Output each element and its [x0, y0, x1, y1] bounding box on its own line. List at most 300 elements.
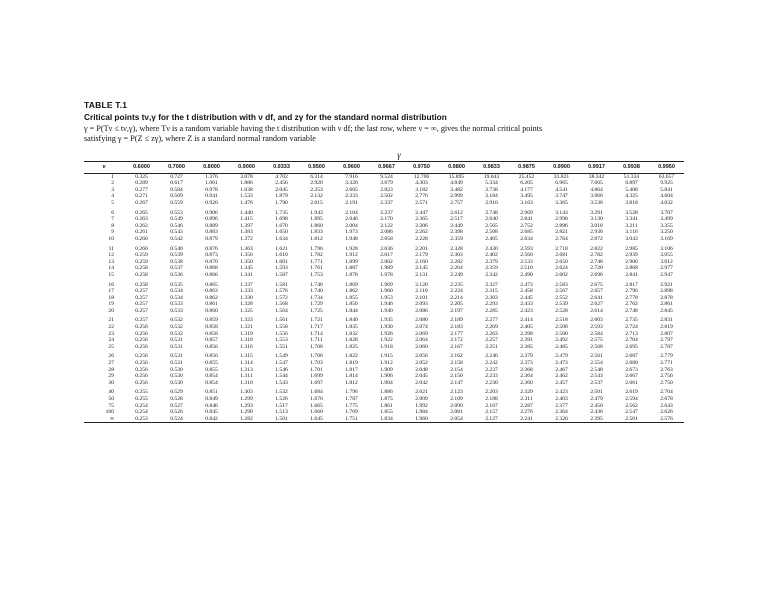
critical-value-cell: 1.345 — [240, 265, 253, 272]
critical-value-cell: 0.531 — [170, 343, 183, 350]
critical-value-cell: 3.355 — [660, 222, 673, 229]
critical-value-cell: 1.992 — [415, 402, 428, 409]
critical-value-cell: 1.796 — [345, 389, 358, 396]
critical-value-cell: 1.899 — [345, 258, 358, 265]
critical-value-cell: 2.064 — [415, 337, 428, 344]
critical-value-cell: 1.850 — [345, 301, 358, 308]
critical-value-cell: 2.936 — [590, 229, 603, 236]
critical-value-cell: 2.251 — [485, 343, 498, 350]
critical-value-cell: 0.873 — [205, 252, 218, 259]
critical-value-cell: 0.533 — [170, 307, 183, 314]
critical-value-cell: 2.764 — [555, 235, 568, 242]
table-row — [84, 353, 684, 360]
critical-value-cell: 1.948 — [345, 235, 358, 242]
critical-value-cell: 1.330 — [240, 294, 253, 301]
critical-value-cell: 0.845 — [205, 409, 218, 416]
critical-value-cell: 0.262 — [135, 222, 148, 229]
critical-value-cell: 3.184 — [485, 193, 498, 200]
critical-value-cell: 0.920 — [205, 199, 218, 206]
critical-value-cell: 2.872 — [590, 235, 603, 242]
critical-value-cell: 3.707 — [660, 209, 673, 216]
critical-value-cell: 2.293 — [485, 301, 498, 308]
critical-value-cell: 2.822 — [590, 245, 603, 252]
critical-value-cell: 2.605 — [345, 186, 358, 193]
critical-value-cell: 2.162 — [450, 353, 463, 360]
critical-value-cell: 1.895 — [310, 216, 323, 223]
critical-value-cell: 2.086 — [380, 229, 393, 236]
nu-cell: 6 — [111, 209, 114, 216]
critical-value-cell: 0.549 — [170, 216, 183, 223]
critical-value-cell: 2.359 — [485, 265, 498, 272]
critical-value-cell: 3.495 — [520, 193, 533, 200]
nu-cell: 4 — [111, 193, 114, 200]
critical-value-cell: 1.787 — [345, 396, 358, 402]
critical-value-cell: 2.414 — [520, 317, 533, 324]
critical-value-cell: 2.214 — [450, 294, 463, 301]
nu-cell: 30 — [108, 379, 114, 386]
critical-value-cell: 2.045 — [415, 373, 428, 380]
critical-value-cell: 1.922 — [380, 337, 393, 344]
critical-value-cell: 2.640 — [485, 216, 498, 223]
critical-value-cell: 1.935 — [380, 317, 393, 324]
critical-value-cell: 2.657 — [590, 288, 603, 295]
table-row — [84, 272, 684, 282]
critical-value-cell: 2.015 — [310, 199, 323, 206]
gamma-column-header: 0.9950 — [649, 162, 684, 174]
critical-value-cell: 0.256 — [135, 366, 148, 373]
critical-value-cell: 1.887 — [345, 265, 358, 272]
critical-value-cell: 0.553 — [170, 209, 183, 216]
nu-cell: 40 — [108, 389, 114, 396]
table-row — [84, 193, 684, 200]
critical-value-cell: 1.587 — [275, 271, 288, 278]
critical-value-cell: 2.896 — [555, 222, 568, 229]
critical-value-cell: 2.436 — [590, 409, 603, 416]
critical-value-cell: 0.856 — [205, 343, 218, 350]
critical-value-cell: 2.359 — [450, 235, 463, 242]
critical-value-cell: 2.831 — [660, 317, 673, 324]
table-caption: Critical points tν,γ for the t distribution with ν df, and zγ for the standard normal distribution — [84, 112, 447, 122]
nu-cell: 14 — [108, 265, 114, 272]
critical-value-cell: 1.814 — [345, 373, 358, 380]
critical-value-cell: 0.870 — [205, 258, 218, 265]
critical-value-cell: 1.989 — [380, 265, 393, 272]
critical-value-cell: 0.896 — [205, 216, 218, 223]
critical-value-cell: 2.750 — [660, 379, 673, 386]
critical-value-cell: 2.052 — [415, 360, 428, 367]
critical-value-cell: 2.449 — [450, 222, 463, 229]
critical-value-cell: 2.920 — [310, 180, 323, 187]
critical-value-cell: 3.018 — [590, 222, 603, 229]
critical-value-cell: 0.617 — [170, 180, 183, 187]
critical-value-cell: 0.530 — [170, 366, 183, 373]
critical-value-cell: 3.012 — [660, 258, 673, 265]
nu-cell: 21 — [108, 317, 114, 324]
critical-value-cell: 2.080 — [415, 317, 428, 324]
critical-value-cell: 63.657 — [658, 173, 675, 180]
critical-value-cell: 2.977 — [660, 265, 673, 272]
table-row — [84, 259, 684, 266]
critical-value-cell: 2.403 — [555, 396, 568, 402]
critical-value-cell: 3.966 — [590, 193, 603, 200]
gamma-column-header: 0.9833 — [474, 162, 509, 174]
critical-value-cell: 1.969 — [380, 281, 393, 288]
critical-value-cell: 2.433 — [520, 301, 533, 308]
critical-value-cell: 6.965 — [555, 180, 568, 187]
critical-value-cell: 0.256 — [135, 324, 148, 331]
critical-value-cell: 2.197 — [450, 307, 463, 314]
critical-value-cell: 2.969 — [520, 209, 533, 216]
critical-value-cell: 0.257 — [135, 317, 148, 324]
critical-value-cell: 2.641 — [590, 294, 603, 301]
critical-value-cell: 0.842 — [194, 416, 229, 423]
critical-value-cell: 0.542 — [170, 235, 183, 242]
critical-value-cell: 0.277 — [135, 186, 148, 193]
critical-value-cell: 0.258 — [135, 265, 148, 272]
critical-value-cell: 1.734 — [310, 294, 323, 301]
critical-value-cell: 2.054 — [439, 416, 474, 423]
critical-value-cell: 2.205 — [450, 301, 463, 308]
critical-value-cell: 2.748 — [485, 209, 498, 216]
nu-cell: 75 — [108, 402, 114, 409]
critical-value-cell: 2.501 — [590, 389, 603, 396]
critical-value-cell: 2.473 — [520, 281, 533, 288]
critical-value-cell: 0.854 — [205, 379, 218, 386]
critical-value-cell: 0.325 — [135, 173, 148, 180]
critical-value-cell: 2.228 — [415, 235, 428, 242]
critical-value-cell: 2.584 — [590, 330, 603, 337]
critical-value-cell: 2.333 — [345, 193, 358, 200]
critical-value-cell: 2.562 — [625, 402, 638, 409]
critical-value-cell: 2.479 — [590, 396, 603, 402]
critical-value-cell: 6.314 — [310, 173, 323, 180]
nu-cell: 18 — [108, 294, 114, 301]
critical-value-cell: 1.501 — [264, 416, 299, 423]
critical-value-cell: 3.320 — [345, 180, 358, 187]
table-row — [84, 223, 684, 230]
critical-value-cell: 0.857 — [205, 337, 218, 344]
critical-value-cell: 1.753 — [310, 271, 323, 278]
critical-value-cell: 2.303 — [450, 252, 463, 259]
critical-value-cell: 2.685 — [520, 229, 533, 236]
critical-value-cell: 1.790 — [275, 199, 288, 206]
critical-value-cell: 2.517 — [450, 216, 463, 223]
critical-value-cell: 5.334 — [485, 180, 498, 187]
critical-value-cell: 2.500 — [555, 330, 568, 337]
critical-value-cell: 4.325 — [625, 193, 638, 200]
critical-value-cell: 1.984 — [415, 409, 428, 416]
critical-value-cell: 1.769 — [345, 409, 358, 416]
nu-cell: 28 — [108, 366, 114, 373]
critical-value-cell: 1.714 — [310, 330, 323, 337]
critical-value-cell: 0.256 — [135, 337, 148, 344]
critical-value-cell: 1.918 — [380, 343, 393, 350]
critical-value-cell: 2.456 — [275, 180, 288, 187]
critical-value-cell: 2.490 — [520, 271, 533, 278]
critical-value-cell: 1.698 — [275, 216, 288, 223]
nu-cell: 26 — [108, 353, 114, 360]
critical-value-cell: 0.534 — [170, 288, 183, 295]
critical-value-cell: 2.821 — [555, 229, 568, 236]
critical-value-cell: 2.090 — [450, 402, 463, 409]
critical-value-cell: 4.864 — [590, 186, 603, 193]
critical-value-cell: 3.250 — [660, 229, 673, 236]
critical-value-cell: 2.779 — [660, 353, 673, 360]
critical-value-cell: 0.265 — [135, 209, 148, 216]
nu-cell: 23 — [108, 330, 114, 337]
critical-value-cell: 1.323 — [240, 317, 253, 324]
critical-value-cell: 1.572 — [275, 294, 288, 301]
critical-value-cell: 1.415 — [240, 216, 253, 223]
critical-value-cell: 2.398 — [520, 330, 533, 337]
table-row — [84, 409, 684, 416]
gamma-column-header: 0.9750 — [404, 162, 439, 174]
critical-value-cell: 1.610 — [275, 252, 288, 259]
critical-value-cell: 2.695 — [625, 343, 638, 350]
critical-value-cell: 1.313 — [240, 366, 253, 373]
critical-value-cell: 0.978 — [205, 186, 218, 193]
table-header-row — [84, 162, 684, 174]
critical-value-cell: 0.531 — [170, 337, 183, 344]
critical-value-cell: 0.530 — [170, 373, 183, 380]
critical-value-cell: 2.696 — [590, 271, 603, 278]
critical-value-cell: 0.256 — [135, 330, 148, 337]
critical-value-cell: 1.717 — [310, 324, 323, 331]
critical-value-cell: 2.264 — [450, 265, 463, 272]
table-row — [84, 282, 684, 289]
nu-cell: 1 — [111, 173, 114, 180]
critical-value-cell: 0.532 — [170, 324, 183, 331]
critical-value-cell: 2.086 — [415, 307, 428, 314]
critical-value-cell: 1.879 — [275, 193, 288, 200]
critical-value-cell: 0.256 — [135, 360, 148, 367]
critical-value-cell: 25.452 — [518, 173, 535, 180]
critical-value-cell: 4.849 — [450, 180, 463, 187]
gamma-column-header: 0.6000 — [124, 162, 159, 174]
critical-value-cell: 2.306 — [415, 222, 428, 229]
critical-value-cell: 2.704 — [625, 337, 638, 344]
critical-value-cell: 2.687 — [625, 353, 638, 360]
critical-value-cell: 0.855 — [205, 360, 218, 367]
critical-value-cell: 3.130 — [590, 216, 603, 223]
critical-value-cell: 2.002 — [380, 258, 393, 265]
critical-value-cell: 3.163 — [520, 199, 533, 206]
critical-value-cell: 2.999 — [450, 193, 463, 200]
critical-value-cell: 0.527 — [170, 402, 183, 409]
critical-value-cell: 2.619 — [625, 389, 638, 396]
critical-value-cell: 2.748 — [625, 307, 638, 314]
critical-value-cell: 2.762 — [625, 301, 638, 308]
critical-value-cell: 0.538 — [170, 258, 183, 265]
critical-value-cell: 2.817 — [625, 281, 638, 288]
critical-value-cell: 0.257 — [135, 288, 148, 295]
gamma-column-header: 0.9333 — [264, 162, 299, 174]
critical-value-cell: 0.855 — [205, 366, 218, 373]
critical-value-cell: 2.060 — [415, 343, 428, 350]
critical-value-cell: 1.551 — [275, 343, 288, 350]
critical-value-cell: 1.862 — [345, 288, 358, 295]
critical-value-cell: 2.502 — [380, 193, 393, 200]
critical-value-cell: 2.154 — [450, 366, 463, 373]
critical-value-cell: 5.841 — [660, 186, 673, 193]
critical-value-cell: 1.558 — [275, 324, 288, 331]
critical-value-cell: 2.277 — [485, 317, 498, 324]
critical-value-cell: 1.356 — [240, 252, 253, 259]
critical-value-cell: 2.235 — [450, 281, 463, 288]
critical-value-cell: 2.373 — [520, 360, 533, 367]
critical-value-cell: 2.276 — [520, 409, 533, 416]
critical-value-cell: 2.650 — [555, 258, 568, 265]
critical-value-cell: 6.205 — [520, 180, 533, 187]
critical-value-cell: 2.233 — [485, 373, 498, 380]
critical-value-cell: 2.485 — [555, 343, 568, 350]
critical-value-cell: 1.855 — [345, 294, 358, 301]
critical-value-cell: 1.973 — [345, 229, 358, 236]
critical-value-cell: 4.702 — [275, 173, 288, 180]
table-row — [84, 403, 684, 410]
critical-value-cell: 2.132 — [310, 193, 323, 200]
nu-cell: 7 — [111, 216, 114, 223]
critical-value-cell: 1.315 — [240, 353, 253, 360]
gamma-column-header: 0.9000 — [229, 162, 264, 174]
critical-value-cell: 2.510 — [520, 265, 533, 272]
critical-value-cell: 2.763 — [660, 366, 673, 373]
critical-value-cell: 0.540 — [170, 245, 183, 252]
critical-value-cell: 2.430 — [485, 245, 498, 252]
critical-value-cell: 2.327 — [485, 281, 498, 288]
critical-value-cell: 0.546 — [170, 222, 183, 229]
critical-value-cell: 5.408 — [625, 186, 638, 193]
critical-value-cell: 2.402 — [485, 252, 498, 259]
critical-value-cell: 2.101 — [415, 294, 428, 301]
critical-value-cell: 1.350 — [240, 258, 253, 265]
critical-value-cell: 1.812 — [310, 235, 323, 242]
critical-value-cell: 1.299 — [240, 396, 253, 402]
critical-value-cell: 1.812 — [345, 379, 358, 386]
critical-value-cell: 2.593 — [590, 324, 603, 331]
critical-value-cell: 2.624 — [555, 265, 568, 272]
critical-value-cell: 1.517 — [275, 402, 288, 409]
critical-value-cell: 1.832 — [345, 330, 358, 337]
critical-value-cell: 1.822 — [345, 353, 358, 360]
critical-value-cell: 7.665 — [590, 180, 603, 187]
critical-value-cell: 0.263 — [135, 216, 148, 223]
critical-value-cell: 1.960 — [404, 416, 439, 423]
critical-value-cell: 38.342 — [588, 173, 605, 180]
critical-value-cell: 2.771 — [660, 360, 673, 367]
critical-value-cell: 1.293 — [240, 402, 253, 409]
critical-value-cell: 2.179 — [415, 252, 428, 259]
critical-value-cell: 1.706 — [310, 353, 323, 360]
critical-value-cell: 2.594 — [625, 396, 638, 402]
table-row — [84, 344, 684, 354]
critical-value-cell: 2.237 — [380, 209, 393, 216]
critical-value-cell: 2.201 — [415, 245, 428, 252]
critical-value-cell: 2.492 — [555, 337, 568, 344]
critical-value-cell: 3.078 — [240, 173, 253, 180]
critical-value-cell: 1.740 — [310, 288, 323, 295]
critical-value-cell: 1.533 — [240, 193, 253, 200]
critical-value-cell: 1.568 — [275, 301, 288, 308]
nu-column-header: ν — [84, 162, 124, 174]
critical-value-cell: 2.158 — [450, 360, 463, 367]
critical-value-cell: 2.242 — [485, 360, 498, 367]
nu-cell: 100 — [105, 409, 114, 416]
critical-value-cell: 0.863 — [205, 288, 218, 295]
nu-cell: 25 — [108, 343, 114, 350]
critical-value-cell: 2.395 — [579, 416, 614, 423]
critical-value-cell: 2.074 — [415, 324, 428, 331]
gamma-column-header: 0.9500 — [299, 162, 334, 174]
critical-value-cell: 2.667 — [625, 373, 638, 380]
critical-value-cell: 2.554 — [590, 360, 603, 367]
critical-value-cell: 0.257 — [135, 294, 148, 301]
critical-value-cell: 1.383 — [240, 229, 253, 236]
critical-value-cell: 1.532 — [275, 389, 288, 396]
critical-value-cell: 0.559 — [170, 199, 183, 206]
critical-value-cell: 2.868 — [625, 265, 638, 272]
critical-value-cell: 0.528 — [170, 396, 183, 402]
critical-value-cell: 0.267 — [135, 199, 148, 206]
critical-value-cell: 0.531 — [170, 353, 183, 360]
critical-value-cell: 2.262 — [415, 229, 428, 236]
critical-value-cell: 1.904 — [380, 379, 393, 386]
critical-value-cell: 2.365 — [415, 216, 428, 223]
critical-value-cell: 2.720 — [590, 265, 603, 272]
table-row — [84, 187, 684, 194]
critical-value-cell: 1.544 — [275, 373, 288, 380]
critical-value-cell: 2.230 — [485, 379, 498, 386]
critical-value-cell: 2.560 — [520, 252, 533, 259]
critical-value-cell: 2.109 — [450, 396, 463, 402]
critical-value-cell: 0.256 — [135, 353, 148, 360]
critical-value-cell: 15.895 — [448, 173, 465, 180]
critical-value-cell: 4.032 — [660, 199, 673, 206]
critical-value-cell: 2.257 — [485, 337, 498, 344]
critical-value-cell: 1.708 — [310, 343, 323, 350]
critical-value-cell: 2.462 — [555, 373, 568, 380]
critical-value-cell: 2.131 — [415, 271, 428, 278]
gamma-column-header: 0.9917 — [579, 162, 614, 174]
critical-value-cell: 2.147 — [450, 379, 463, 386]
critical-value-cell: 0.255 — [135, 396, 148, 402]
critical-value-cell: 1.703 — [310, 360, 323, 367]
critical-value-cell: 2.614 — [590, 307, 603, 314]
critical-value-cell: 2.045 — [275, 186, 288, 193]
critical-value-cell: 0.261 — [135, 229, 148, 236]
critical-value-cell: 0.259 — [135, 252, 148, 259]
critical-value-cell: 1.886 — [380, 389, 393, 396]
critical-value-cell: 0.256 — [135, 343, 148, 350]
critical-value-cell: 0.569 — [170, 193, 183, 200]
nu-cell: ∞ — [84, 416, 124, 423]
gamma-column-header: 0.7000 — [159, 162, 194, 174]
critical-value-cell: 3.211 — [625, 222, 638, 229]
critical-value-cell: 2.191 — [345, 199, 358, 206]
critical-value-cell: 1.978 — [380, 271, 393, 278]
critical-value-cell: 2.081 — [450, 409, 463, 416]
critical-value-cell: 1.337 — [240, 281, 253, 288]
critical-value-cell: 1.328 — [240, 301, 253, 308]
critical-value-cell: 0.876 — [205, 245, 218, 252]
critical-value-cell: 3.106 — [660, 245, 673, 252]
critical-value-cell: 2.552 — [555, 294, 568, 301]
critical-value-cell: 0.889 — [205, 222, 218, 229]
critical-value-cell: 1.817 — [345, 366, 358, 373]
critical-value-cell: 2.878 — [660, 294, 673, 301]
critical-value-cell: 1.645 — [299, 416, 334, 423]
critical-value-cell: 2.603 — [590, 317, 603, 324]
